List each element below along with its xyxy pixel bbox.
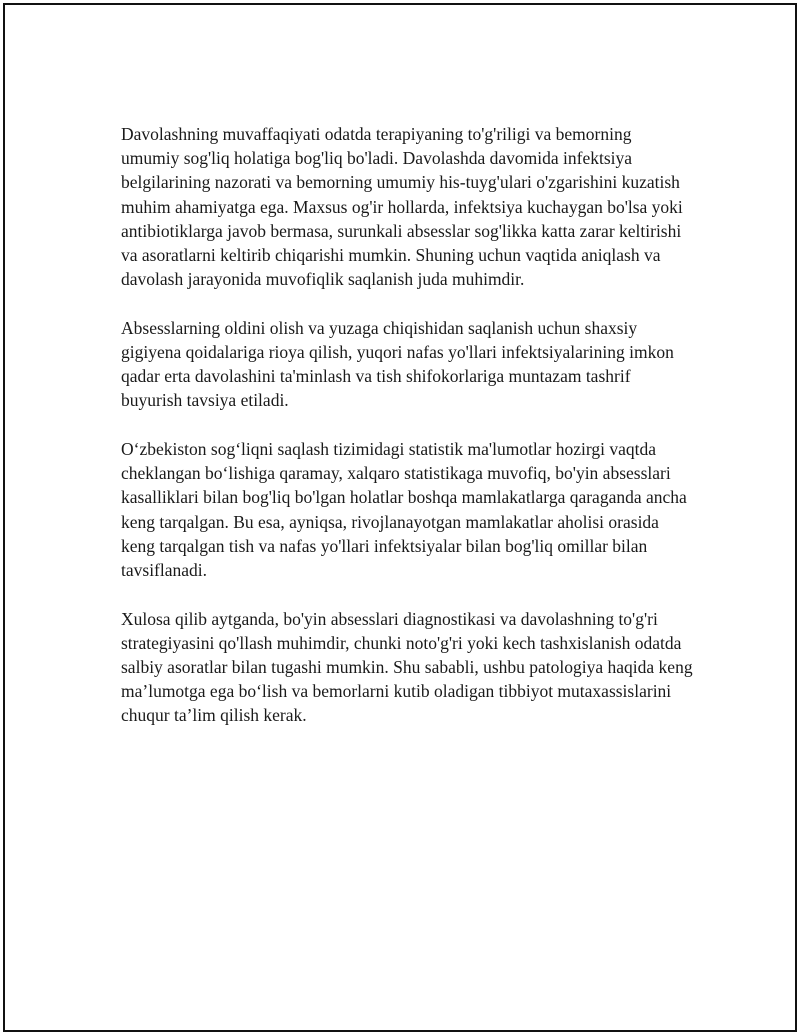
paragraph-prevention: Absesslarning oldini olish va yuzaga chiqishidan saqlanish uchun shaxsiy gigiyena qoidalariga rioya qilish, yuqori nafas yo'llari infektsiyalarining imkon qadar erta davolashini ta'minlash va tish shifokorlariga muntazam tashrif buyurish tavsiya etiladi. [121, 317, 674, 411]
paragraph-treatment-success: Davolashning muvaffaqiyati odatda terapiyaning to'g'riligi va bemorning umumiy sog'liq holatiga bog'liq bo'ladi. Davolashda davomida infektsiya belgilarining nazorati va bemorning umumiy his-tuyg'ulari o'zgarishini kuzatish muhim ahamiyatga ega. Maxsus og'ir hollarda, infektsiya kuchaygan bo'lsa yoki antibiotiklarga javob bermasa, surunkali absesslar sog'likka katta zarar keltirishi va asoratlarni keltirib chiqarishi mumkin. Shuning uchun vaqtida aniqlash va davolash jarayonida muvofiqlik saqlanish juda muhimdir. [121, 124, 683, 290]
document-page [3, 3, 797, 1032]
paragraph-statistics: O‘zbekiston sog‘liqni saqlash tizimidagi statistik ma'lumotlar hozirgi vaqtda cheklangan bo‘lishiga qaramay, xalqaro statistikaga muvofiq, bo'yin absesslari kasalliklari bilan bog'liq bo'lgan holatlar boshqa mamlakatlarga qaraganda ancha keng tarqalgan. Bu esa, ayniqsa, rivojlanayotgan mamlakatlar aholisi orasida keng tarqalgan tish va nafas yo'llari infektsiyalar bilan bog'liq omillar bilan tavsiflanadi. [121, 439, 687, 581]
document-body [121, 122, 693, 752]
paragraph-conclusion: Xulosa qilib aytganda, bo'yin absesslari diagnostikasi va davolashning to'g'ri strategiyasini qo'llash muhimdir, chunki noto'g'ri yoki kech tashxislanish odatda salbiy asoratlar bilan tugashi mumkin. Shu sababli, ushbu patologiya haqida keng ma’lumotga ega bo‘lish va bemorlarni kutib oladigan tibbiyot mutaxassislarini chuqur ta’lim qilish kerak. [121, 608, 693, 726]
